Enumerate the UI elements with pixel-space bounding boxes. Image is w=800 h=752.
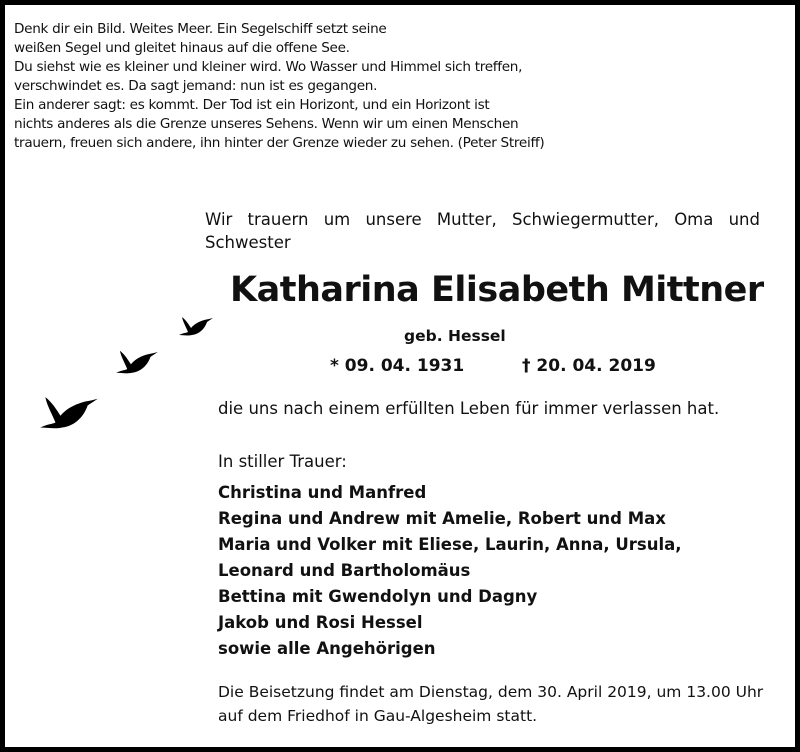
bird-icon — [38, 392, 100, 436]
mourning-label: In stiller Trauer: — [218, 452, 347, 471]
poem-line: verschwindet es. Da sagt jemand: nun ist es gegangen. — [14, 78, 378, 94]
mourner: Bettina mit Gwendolyn und Dagny — [218, 587, 538, 606]
poem-line: Denk dir ein Bild. Weites Meer. Ein Segelschiff setzt seine — [14, 21, 387, 37]
birth-name: geb. Hessel — [404, 327, 506, 345]
poem-line: Du siehst wie es kleiner und kleiner wird. Wo Wasser und Himmel sich treffen, — [14, 59, 523, 75]
funeral-info — [218, 680, 763, 728]
poem — [14, 20, 544, 153]
poem-line: trauern, freuen sich andere, ihn hinter der Grenze wieder zu sehen. (Peter Streiff) — [14, 135, 545, 151]
mourner: Leonard und Bartholomäus — [218, 561, 471, 580]
poem-line: weißen Segel und gleitet hinaus auf die offene See. — [14, 40, 350, 56]
death-date: † 20. 04. 2019 — [522, 356, 656, 376]
mourner: Jakob und Rosi Hessel — [218, 613, 423, 632]
birth-date: * 09. 04. 1931 — [330, 356, 465, 376]
mourner: Christina und Manfred — [218, 483, 427, 502]
bird-icon — [115, 347, 159, 379]
poem-line: Ein anderer sagt: es kommt. Der Tod ist ein Horizont, und ein Horizont ist — [14, 97, 490, 113]
mourners-list — [218, 480, 682, 662]
mourner: sowie alle Angehörigen — [218, 639, 436, 658]
bird-icon — [178, 314, 214, 340]
mourner: Regina und Andrew mit Amelie, Robert und Max — [218, 509, 666, 528]
poem-line: nichts anderes als die Grenze unseres Sehens. Wenn wir um einen Menschen — [14, 116, 519, 132]
funeral-line: Die Beisetzung findet am Dienstag, dem 30. April 2019, um 13.00 Uhr — [218, 683, 764, 701]
deceased-name: Katharina Elisabeth Mittner — [230, 270, 764, 310]
farewell-text: die uns nach einem erfüllten Leben für immer verlassen hat. — [218, 399, 720, 418]
intro-text: Wir trauern um unsere Mutter, Schwiegermutter, Oma und Schwester — [205, 210, 760, 252]
mourner: Maria und Volker mit Eliese, Laurin, Anna, Ursula, — [218, 535, 682, 554]
funeral-line: auf dem Friedhof in Gau-Algesheim statt. — [218, 707, 538, 725]
